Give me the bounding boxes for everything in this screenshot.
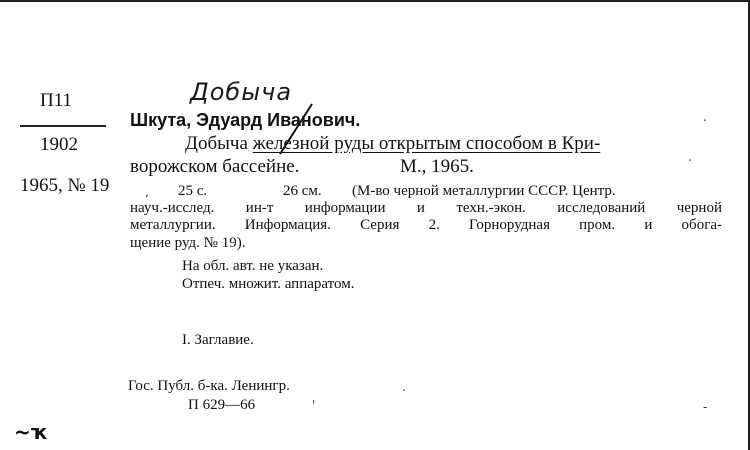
note-author: На обл. авт. не указан. (182, 258, 324, 274)
shelf-mark: П11 (40, 90, 73, 111)
note-printing: Отпеч. множит. аппаратом. (182, 276, 355, 292)
title-prefix: Добыча (185, 133, 253, 154)
dot-mark: . (688, 150, 692, 164)
desc-line-1: (М-во черной металлургии СССР. Центр. (352, 183, 616, 199)
dash-mark: - (703, 400, 708, 414)
title-place: ворожском бассейне. (130, 156, 300, 177)
pages: 25 с. (178, 183, 208, 199)
desc-line-3: металлургии. Информация. Серия 2. Горнорудная пром. и обога- (130, 217, 722, 233)
author-heading: Шкута, Эдуард Иванович. (130, 110, 361, 130)
shelf-divider (20, 125, 106, 127)
year-label: 1902 (40, 134, 78, 155)
dot-mark: . (703, 110, 707, 124)
dot-mark: . (402, 380, 406, 394)
library-name: Гос. Публ. б-ка. Ленингр. (128, 378, 290, 394)
imprint: М., 1965. (400, 156, 474, 177)
dot-mark: ' (312, 398, 316, 412)
handwritten-note: Добыча (190, 78, 293, 106)
pen-stroke-icon (270, 100, 320, 160)
title-line-1 (185, 133, 600, 155)
corner-mark: ~ҡ (14, 420, 48, 444)
subject-tracing: I. Заглавие. (182, 332, 254, 348)
series-number: 1965, № 19 (20, 175, 110, 196)
library-code: П 629—66 (188, 397, 256, 413)
desc-line-2: науч.-исслед. ин-т информации и техн.-экон. исследований черной (130, 200, 722, 216)
dot-mark: , (145, 185, 149, 199)
title-underlined: железной руды открытым способом в Кри- (252, 133, 601, 154)
desc-line-4: щение руд. № 19). (130, 235, 246, 251)
size: 26 см. (283, 183, 322, 199)
